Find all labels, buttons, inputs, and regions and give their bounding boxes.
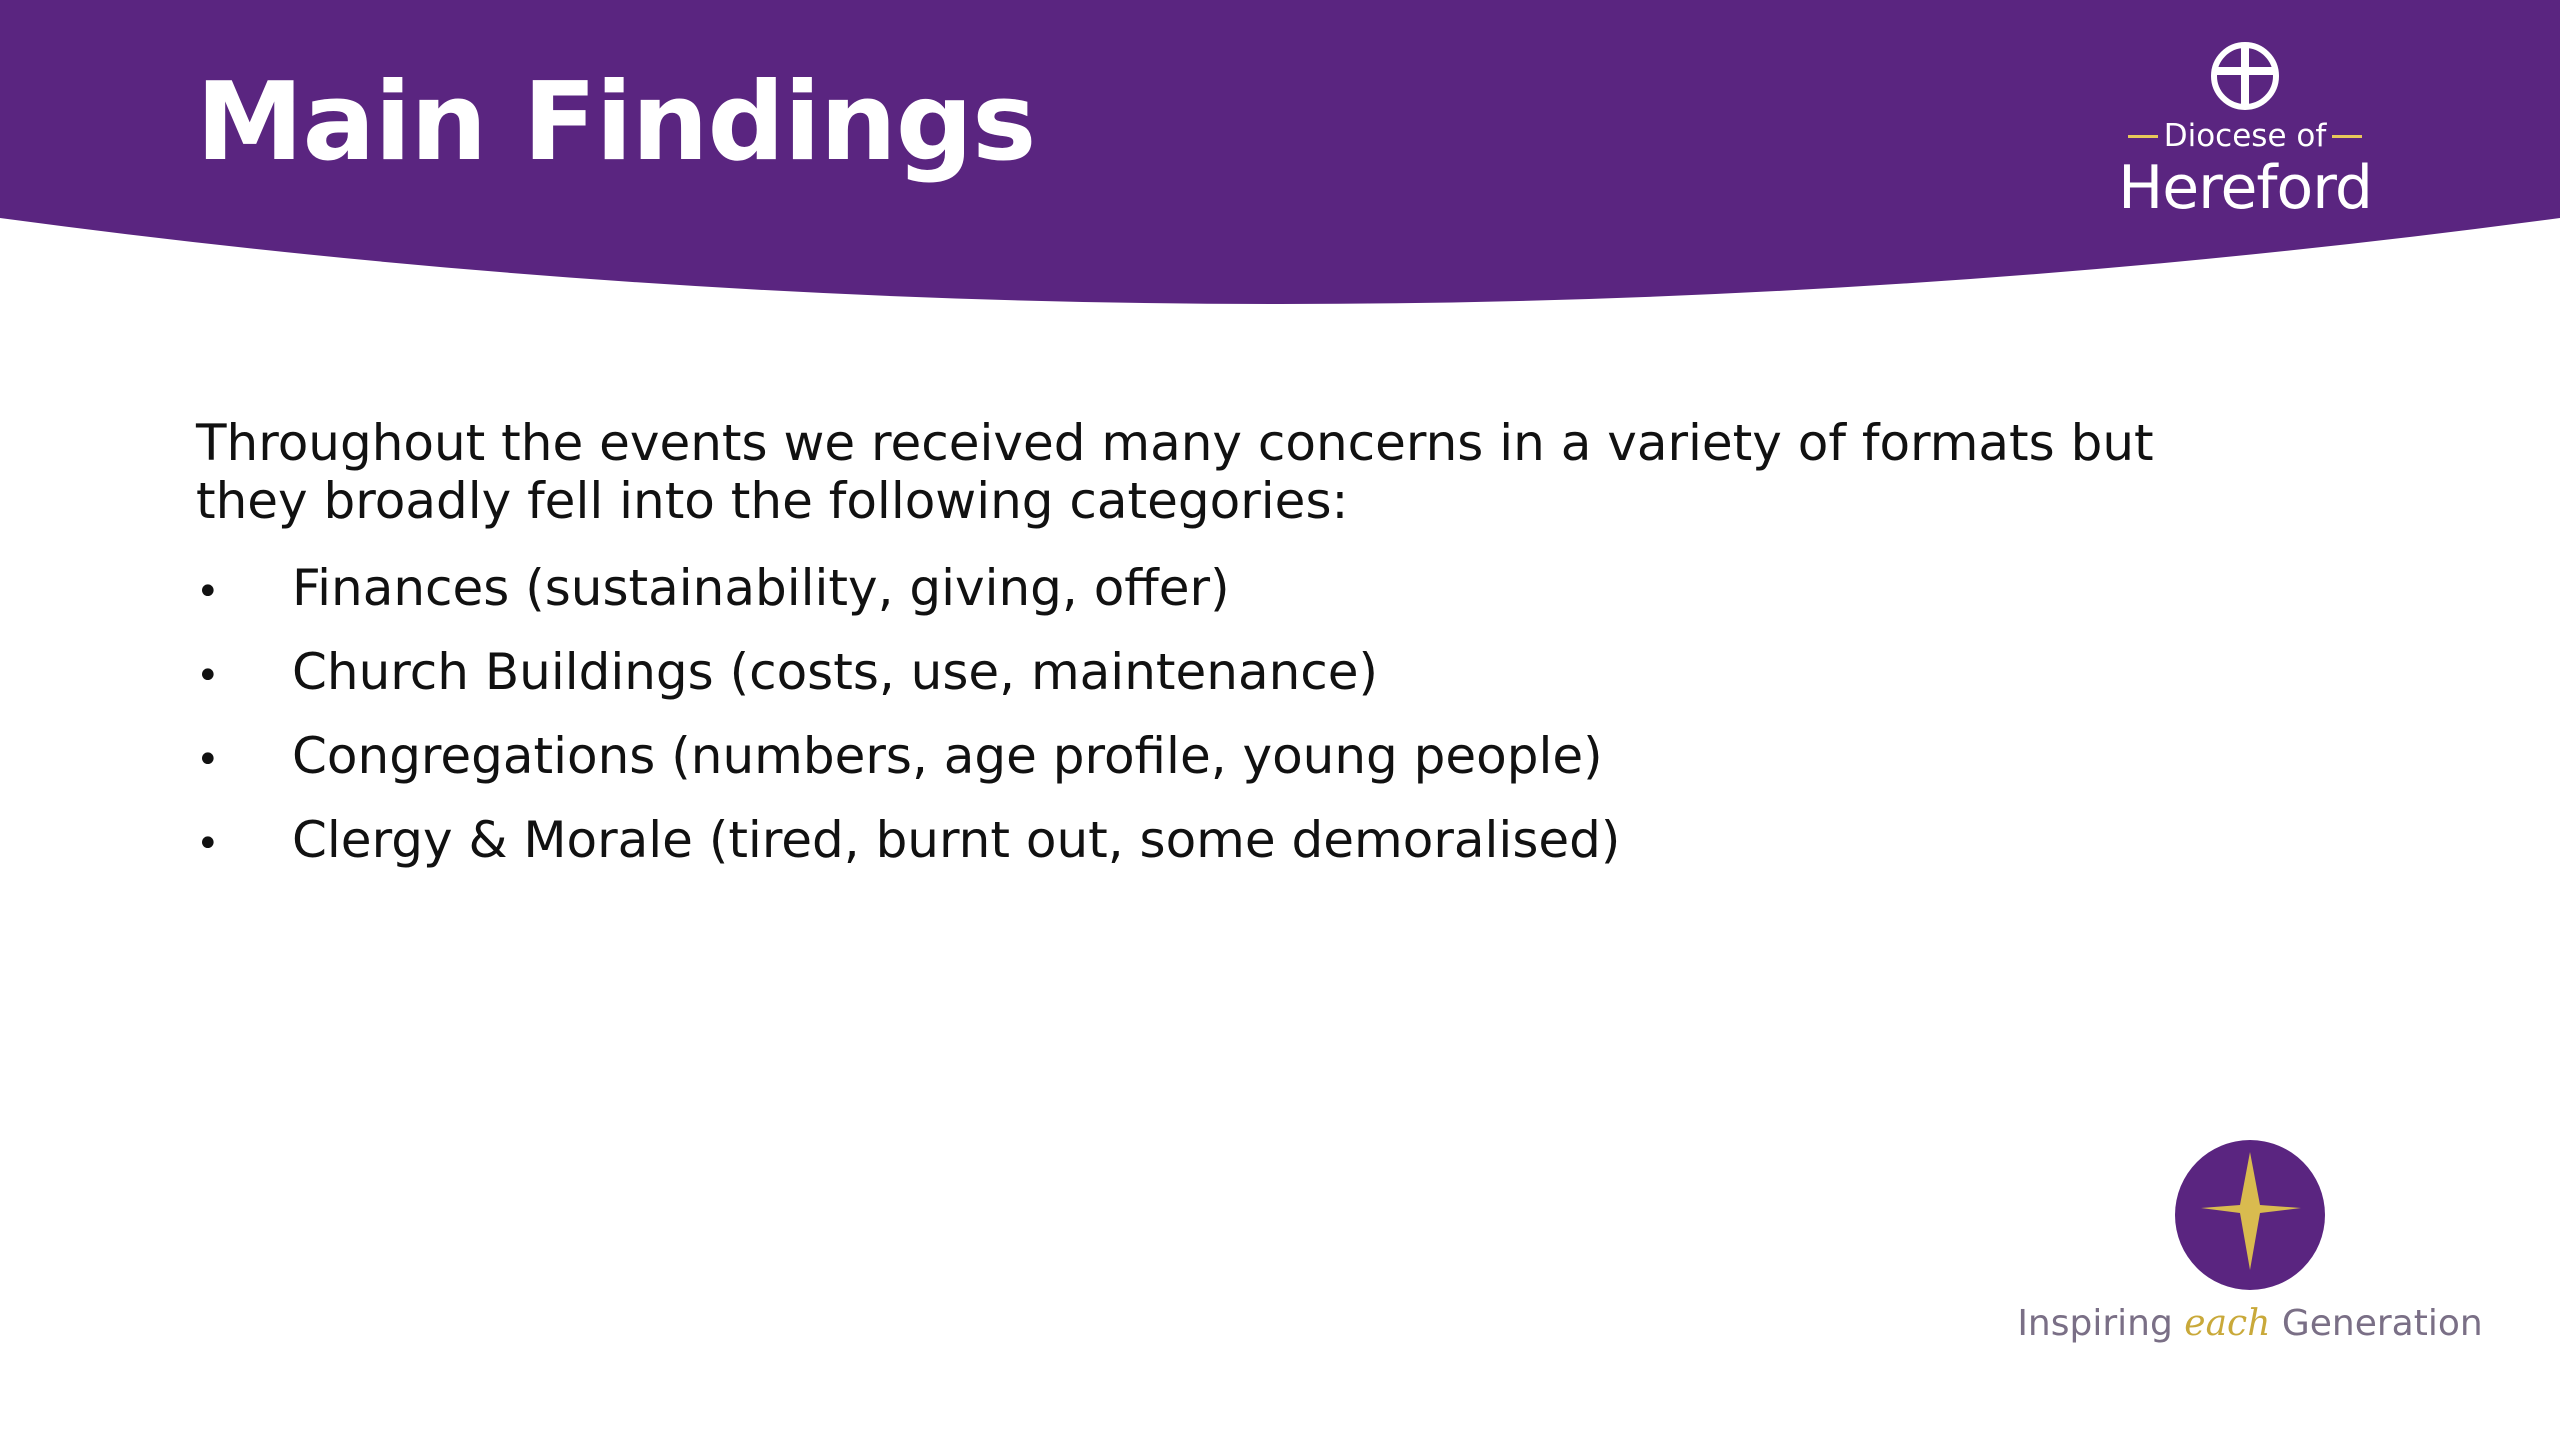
bullet-text: Finances (sustainability, giving, offer) — [292, 559, 1230, 617]
gold-star-icon — [2173, 1138, 2327, 1292]
bullet-icon: • — [196, 821, 220, 867]
bullet-text: Clergy & Morale (tired, burnt out, some demoralised) — [292, 811, 1621, 869]
bullet-text: Congregations (numbers, age profile, young people) — [292, 727, 1603, 785]
slide-title: Main Findings — [196, 60, 1036, 185]
logo-diocese-of: Diocese of — [2163, 118, 2327, 154]
list-item — [196, 808, 2096, 892]
list-item — [196, 556, 2096, 640]
tagline-generation: Generation — [2270, 1303, 2483, 1344]
findings-list — [196, 556, 2096, 892]
bullet-icon: • — [196, 737, 220, 783]
tagline-inspiring: Inspiring — [2017, 1303, 2185, 1344]
list-item — [196, 724, 2096, 808]
bullet-icon: • — [196, 653, 220, 699]
logo-hereford: Hereford — [2118, 153, 2372, 223]
logo-line-1 — [2110, 116, 2380, 156]
bullet-icon: • — [196, 569, 220, 615]
diocese-logo — [2110, 40, 2380, 223]
list-item — [196, 640, 2096, 724]
logo-right-dash — [2332, 135, 2362, 138]
footer-logo — [2010, 1138, 2490, 1358]
tagline-each: each — [2184, 1303, 2271, 1344]
cross-in-circle-icon — [2209, 40, 2281, 112]
tagline — [2010, 1302, 2490, 1346]
logo-left-dash — [2128, 135, 2158, 138]
intro-paragraph: Throughout the events we received many concerns in a variety of formats but they broadly fell into the following categories: — [196, 414, 2154, 530]
bullet-text: Church Buildings (costs, use, maintenance) — [292, 643, 1379, 701]
